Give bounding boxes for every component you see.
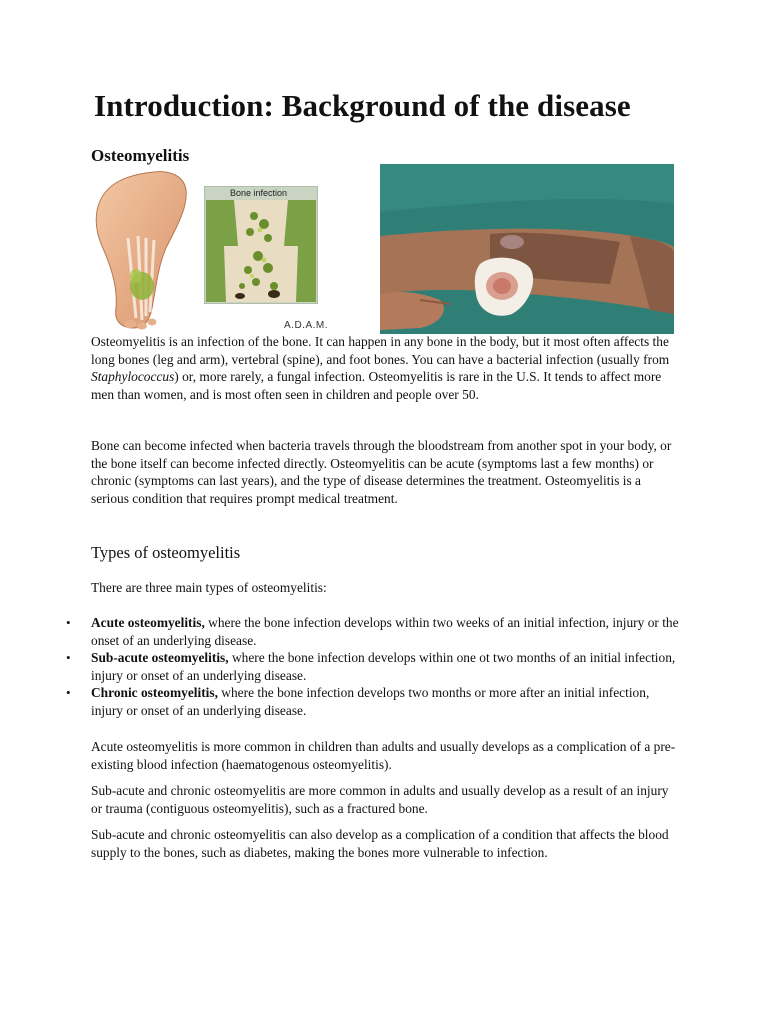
list-item-desc: where the bone infection develops within two weeks of an initial infection, injury or the onset of an underlying disease. bbox=[91, 615, 679, 648]
paragraph-intro-text-a: Osteomyelitis is an infection of the bone. It can happen in any bone in the body, but it most often affects the long bones (leg and arm), vertebral (spine), and foot bones. You can have a bacterial infection (usually from bbox=[91, 334, 670, 367]
list-item-desc: where the bone infection develops within one ot two months of an initial infection, injury or onset of an underlying disease. bbox=[91, 650, 676, 683]
bullet: • bbox=[66, 650, 71, 666]
image-credit: A.D.A.M. bbox=[284, 320, 329, 331]
foot-illustration bbox=[92, 168, 192, 330]
bone-infection-illustration bbox=[204, 186, 318, 304]
paragraph-intro bbox=[91, 333, 679, 403]
page-title: Introduction: Background of the disease bbox=[94, 88, 631, 123]
list-item bbox=[66, 614, 681, 649]
list-item-term: Chronic osteomyelitis, bbox=[91, 685, 218, 701]
paragraph-intro-text-b: ) or, more rarely, a fungal infection. Osteomyelitis is rare in the U.S. It tends to affect more men than women, and is most often seen in children and people over 50. bbox=[91, 369, 662, 402]
bone-infection-label: Bone infection bbox=[230, 188, 288, 198]
list-item bbox=[66, 684, 681, 719]
paragraph-subacute-chronic: Sub-acute and chronic osteomyelitis are more common in adults and usually develop as a result of an injury or trauma (contiguous osteomyelitis), such as a fractured bone. bbox=[91, 783, 669, 816]
paragraph-complication: Sub-acute and chronic osteomyelitis can also develop as a complication of a condition that affects the blood supply to the bones, such as diabetes, making the bones more vulnerable to infection. bbox=[91, 827, 669, 860]
list-item bbox=[66, 649, 681, 684]
bullet: • bbox=[66, 615, 71, 630]
list-item-desc: where the bone infection develops two months or more after an initial infection, injury or onset of an underlying disease. bbox=[91, 685, 650, 718]
paragraph-infection-route: Bone can become infected when bacteria travels through the bloodstream from another spot in your body, or the bone itself can become infected directly. Osteomyelitis can be acute (symptoms last a few months) or chronic (symptoms can last years), and the type of disease determines the treatment. Osteomyelitis is a serious condition that requires prompt medical treatment. bbox=[91, 438, 672, 506]
types-heading: Types of osteomyelitis bbox=[91, 543, 241, 562]
bullet: • bbox=[66, 685, 71, 701]
list-item-term: Sub-acute osteomyelitis, bbox=[91, 650, 229, 666]
leg-wound-photo bbox=[380, 164, 674, 334]
section-subheading: Osteomyelitis bbox=[91, 146, 190, 165]
types-list bbox=[66, 614, 681, 720]
list-item-term: Acute osteomyelitis, bbox=[91, 615, 205, 630]
types-intro: There are three main types of osteomyelitis: bbox=[91, 580, 327, 595]
paragraph-intro-italic: Staphylococcus bbox=[91, 369, 175, 385]
paragraph-acute: Acute osteomyelitis is more common in children than adults and usually develops as a complication of a pre-existing blood infection (haematogenous osteomyelitis). bbox=[91, 739, 676, 772]
